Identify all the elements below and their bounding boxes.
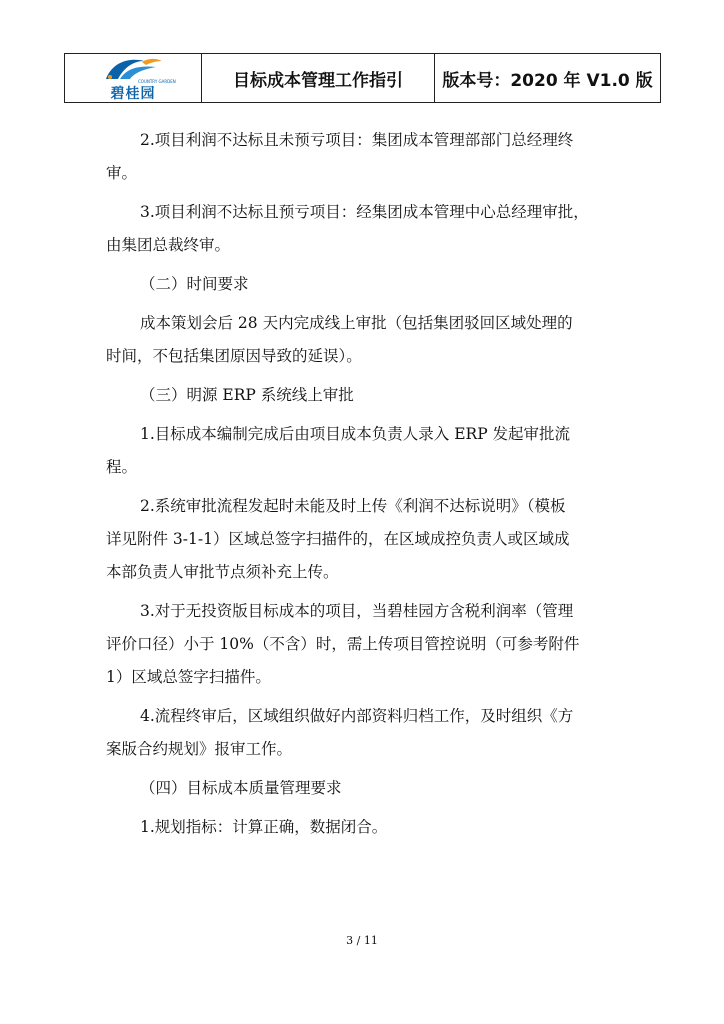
text-line: （三）明源 ERP 系统线上审批 — [140, 386, 354, 404]
document-version: 版本号：2020 年 V1.0 版 — [442, 70, 653, 91]
paragraph — [106, 307, 626, 373]
text-line: 1.目标成本编制完成后由项目成本负责人录入 ERP 发起审批流 — [140, 425, 571, 443]
text-line: 4.流程终审后，区域组织做好内部资料归档工作，及时组织《方 — [140, 707, 574, 725]
text-line: 1）区域总签字扫描件。 — [106, 668, 271, 686]
company-logo — [65, 54, 202, 102]
logo-bird-icon — [98, 53, 176, 85]
text-line: （四）目标成本质量管理要求 — [140, 779, 342, 797]
paragraph — [106, 490, 626, 589]
paragraph — [106, 700, 626, 766]
text-line: 2.系统审批流程发起时未能及时上传《利润不达标说明》（模板 — [140, 497, 566, 515]
text-line: 详见附件 3-1-1）区域总签字扫描件的，在区域成控负责人或区域成 — [106, 530, 570, 548]
document-header — [64, 53, 661, 103]
paragraph — [106, 379, 626, 412]
paragraph — [106, 595, 626, 694]
text-line: 1.规划指标：计算正确，数据闭合。 — [140, 818, 388, 836]
logo-text: 碧桂园 — [110, 86, 156, 102]
paragraph — [106, 268, 626, 301]
text-line: 2.项目利润不达标且未预亏项目：集团成本管理部部门总经理终 — [140, 131, 574, 149]
svg-text:COUNTRY GARDEN: COUNTRY GARDEN — [138, 79, 176, 84]
paragraph — [106, 124, 626, 190]
document-body — [106, 124, 626, 850]
page-number: 3 / 11 — [346, 934, 378, 947]
paragraph — [106, 772, 626, 805]
paragraph — [106, 196, 626, 262]
text-line: 评价口径）小于 10%（不含）时，需上传项目管控说明（可参考附件 — [106, 635, 580, 653]
text-line: 时间，不包括集团原因导致的延误）。 — [106, 347, 362, 365]
text-line: （二）时间要求 — [140, 275, 249, 293]
paragraph — [106, 418, 626, 484]
text-line: 3.对于无投资版目标成本的项目，当碧桂园方含税利润率（管理 — [140, 602, 574, 620]
text-line: 成本策划会后 28 天内完成线上审批（包括集团驳回区域处理的 — [140, 314, 573, 332]
text-line: 由集团总裁终审。 — [106, 236, 231, 254]
text-line: 程。 — [106, 458, 138, 476]
text-line: 审。 — [106, 164, 138, 182]
text-line: 案版合约规划》报审工作。 — [106, 740, 293, 758]
text-line: 本部负责人审批节点须补充上传。 — [106, 563, 339, 581]
paragraph — [106, 811, 626, 844]
text-line: 3.项目利润不达标且预亏项目：经集团成本管理中心总经理审批， — [140, 203, 589, 221]
document-title: 目标成本管理工作指引 — [202, 54, 435, 102]
